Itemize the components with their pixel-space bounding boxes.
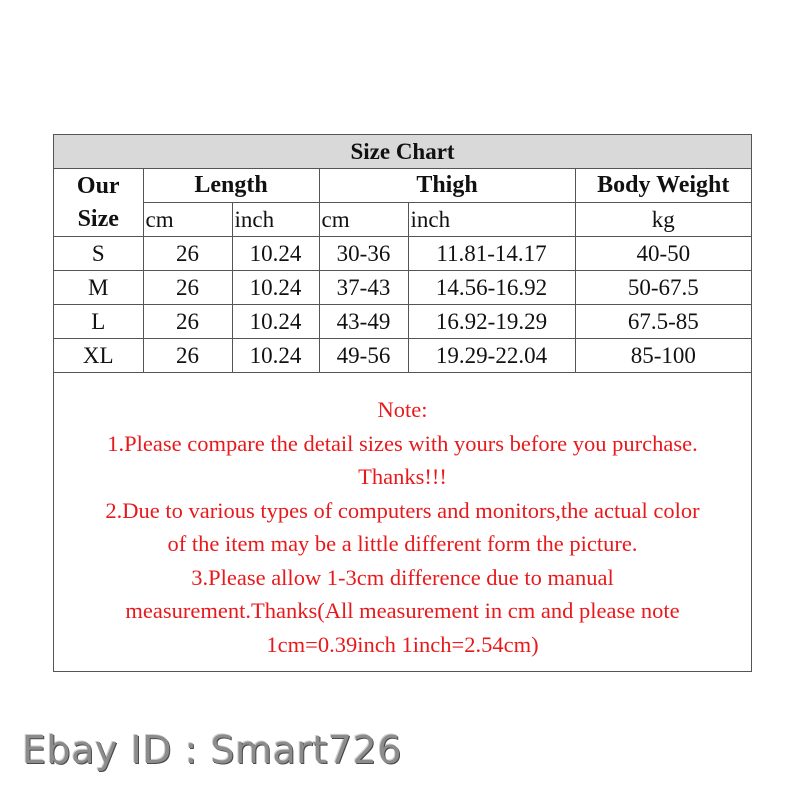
header-weight-unit: kg bbox=[575, 203, 751, 237]
header-thigh: Thigh bbox=[319, 169, 575, 203]
ebay-id-watermark: Ebay ID : Smart726 bbox=[22, 728, 402, 772]
cell-length-cm: 26 bbox=[143, 339, 232, 373]
cell-size: L bbox=[54, 305, 143, 339]
note-line: 2.Due to various types of computers and monitors,the actual color bbox=[105, 497, 700, 523]
table-row bbox=[54, 339, 751, 373]
cell-thigh-cm: 30-36 bbox=[319, 237, 408, 271]
cell-thigh-inch: 14.56-16.92 bbox=[408, 271, 575, 305]
header-length-inch: inch bbox=[232, 203, 319, 237]
cell-length-inch: 10.24 bbox=[232, 305, 319, 339]
size-chart-table bbox=[54, 135, 751, 373]
header-our-size-line1: Our bbox=[76, 172, 120, 199]
notes-section bbox=[54, 393, 751, 661]
cell-thigh-cm: 43-49 bbox=[319, 305, 408, 339]
cell-thigh-cm: 37-43 bbox=[319, 271, 408, 305]
cell-thigh-inch: 19.29-22.04 bbox=[408, 339, 575, 373]
note-line: measurement.Thanks(All measurement in cm and please note bbox=[125, 598, 680, 623]
note-line: Thanks!!! bbox=[358, 464, 447, 489]
cell-length-inch: 10.24 bbox=[232, 339, 319, 373]
header-thigh-inch: inch bbox=[408, 203, 575, 237]
table-row bbox=[54, 305, 751, 339]
cell-length-inch: 10.24 bbox=[232, 271, 319, 305]
table-header-row bbox=[54, 169, 751, 203]
cell-length-inch: 10.24 bbox=[232, 237, 319, 271]
cell-size: XL bbox=[54, 339, 143, 373]
table-title-row bbox=[54, 135, 751, 169]
note-line: of the item may be a little different form the picture. bbox=[167, 531, 638, 556]
table-unit-row bbox=[54, 203, 751, 237]
note-line: 1.Please compare the detail sizes with yours before you purchase. bbox=[107, 430, 698, 456]
header-thigh-cm: cm bbox=[319, 203, 408, 237]
cell-size: S bbox=[54, 237, 143, 271]
header-our-size-line2: Size bbox=[77, 205, 119, 232]
note-line: 1cm=0.39inch 1inch=2.54cm) bbox=[266, 631, 539, 657]
cell-length-cm: 26 bbox=[143, 271, 232, 305]
cell-weight-kg: 85-100 bbox=[575, 339, 751, 373]
note-line: 3.Please allow 1-3cm difference due to manual bbox=[191, 564, 614, 590]
header-length: Length bbox=[143, 169, 319, 203]
cell-length-cm: 26 bbox=[143, 305, 232, 339]
cell-size: M bbox=[54, 271, 143, 305]
cell-thigh-cm: 49-56 bbox=[319, 339, 408, 373]
cell-weight-kg: 67.5-85 bbox=[575, 305, 751, 339]
note-heading: Note: bbox=[377, 397, 428, 422]
cell-thigh-inch: 16.92-19.29 bbox=[408, 305, 575, 339]
table-row bbox=[54, 271, 751, 305]
header-our-size bbox=[54, 169, 143, 237]
table-title: Size Chart bbox=[54, 135, 751, 169]
table-row bbox=[54, 237, 751, 271]
cell-length-cm: 26 bbox=[143, 237, 232, 271]
header-body-weight: Body Weight bbox=[575, 169, 751, 203]
cell-thigh-inch: 11.81-14.17 bbox=[408, 237, 575, 271]
size-chart-frame bbox=[53, 134, 752, 672]
header-length-cm: cm bbox=[143, 203, 232, 237]
cell-weight-kg: 40-50 bbox=[575, 237, 751, 271]
cell-weight-kg: 50-67.5 bbox=[575, 271, 751, 305]
